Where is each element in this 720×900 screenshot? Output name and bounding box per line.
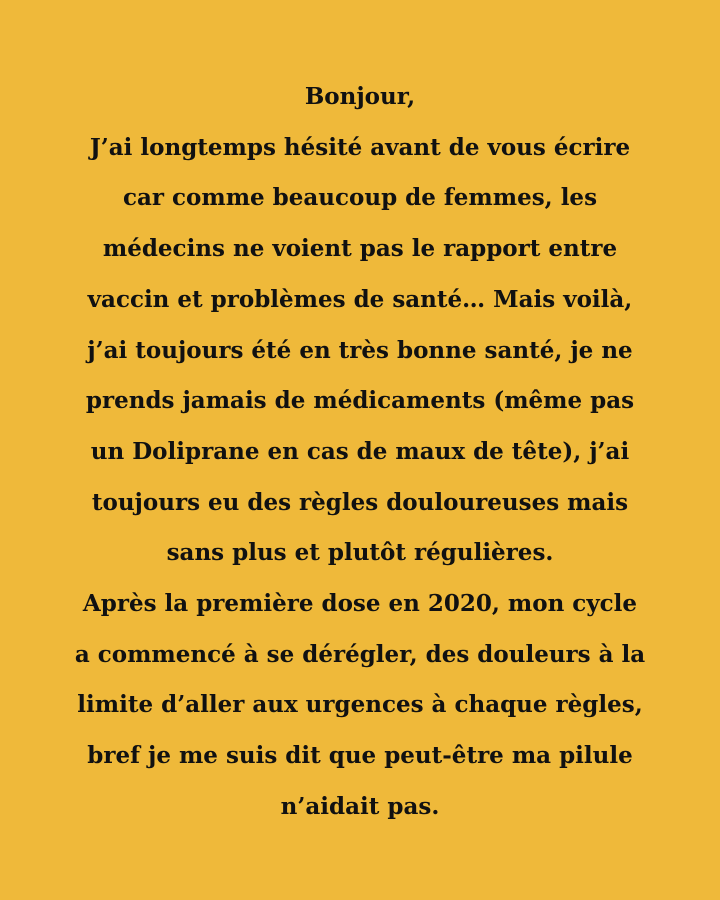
letter-line: médecins ne voient pas le rapport entre <box>102 235 618 263</box>
letter-line: car comme beaucoup de femmes, les <box>122 184 598 212</box>
letter-line: prends jamais de médicaments (même pas <box>85 387 635 415</box>
letter-line: n’aidait pas. <box>280 792 440 820</box>
letter-line: un Doliprane en cas de maux de tête), j’ai <box>90 437 630 465</box>
letter-line: sans plus et plutôt régulières. <box>166 539 554 567</box>
letter-line: J’ai longtemps hésité avant de vous écrire <box>89 133 631 161</box>
letter-line: j’ai toujours été en très bonne santé, je ne <box>87 336 633 364</box>
letter-line: vaccin et problèmes de santé… Mais voilà, <box>87 285 633 313</box>
letter-line: limite d’aller aux urgences à chaque règles, <box>77 691 643 719</box>
letter-line: toujours eu des règles douloureuses mais <box>91 488 629 516</box>
letter-text-block <box>0 72 720 833</box>
letter-line: a commencé à se dérégler, des douleurs à la <box>74 640 646 668</box>
letter-line: Bonjour, <box>304 83 416 110</box>
letter-line: Après la première dose en 2020, mon cycle <box>82 590 638 618</box>
letter-line: bref je me suis dit que peut-être ma pilule <box>87 742 633 770</box>
